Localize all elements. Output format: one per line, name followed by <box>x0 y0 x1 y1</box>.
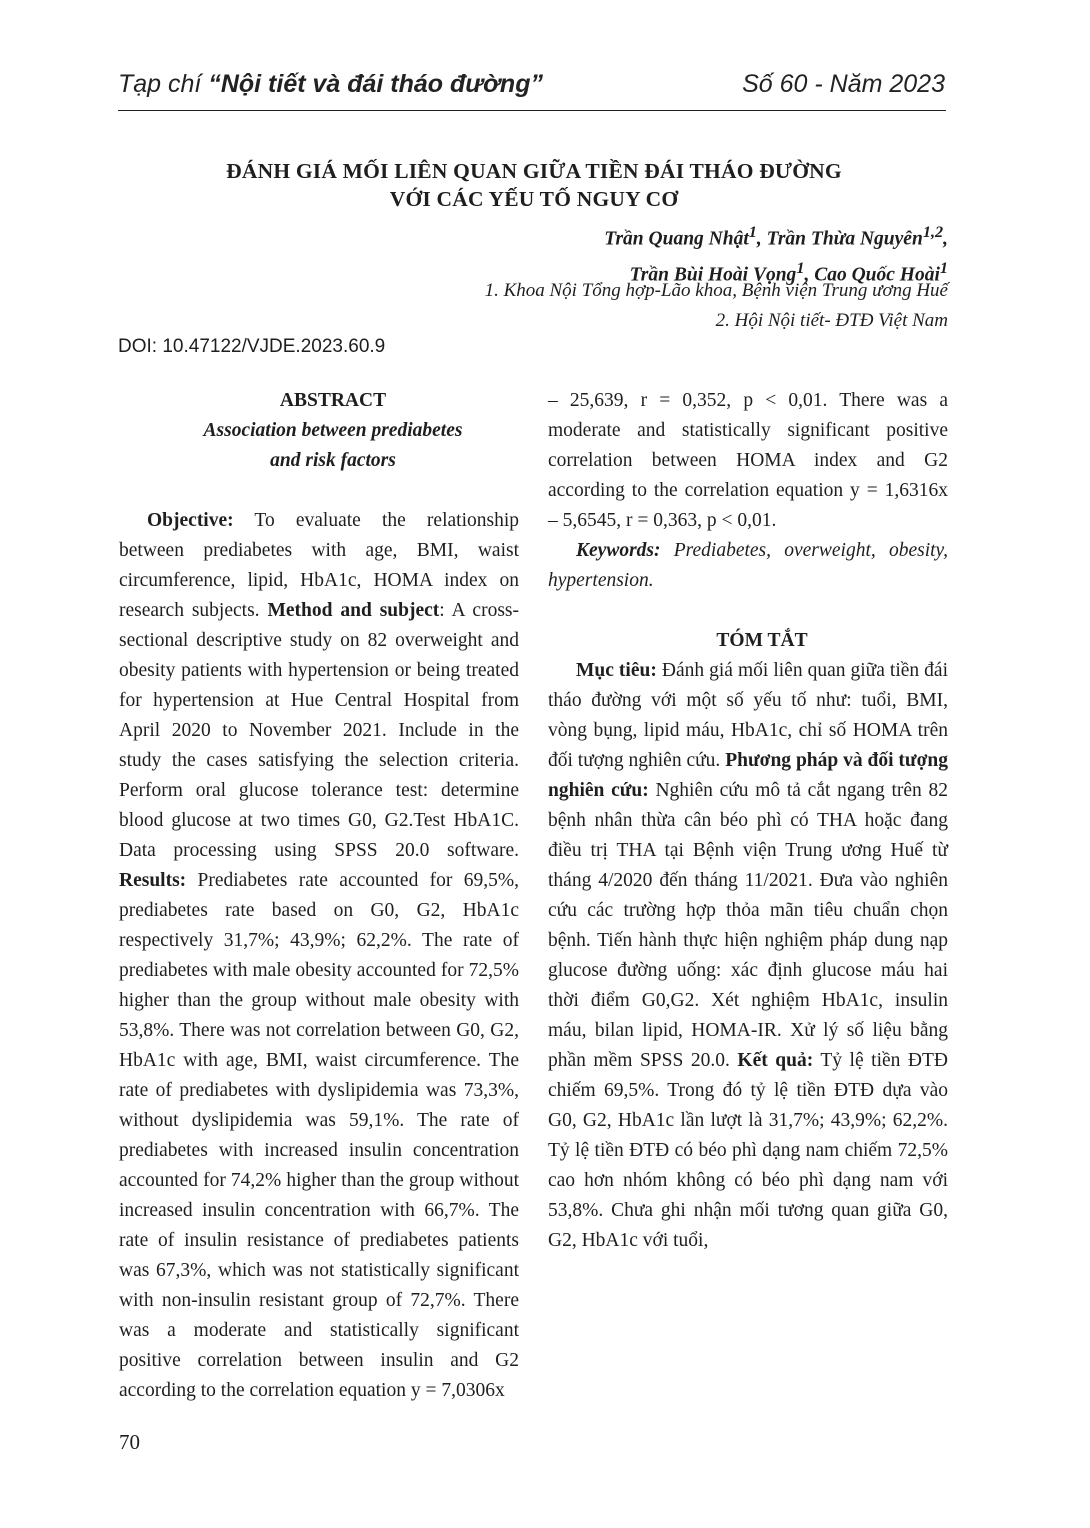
tomtat-heading: TÓM TẮT <box>716 630 808 651</box>
article-title-line1: ĐÁNH GIÁ MỐI LIÊN QUAN GIỮA TIỀN ĐÁI THÁO ĐƯỜNG <box>226 159 842 183</box>
right-column <box>548 386 948 1256</box>
page-number: 70 <box>119 1430 140 1454</box>
tomtat-body: Mục tiêu: Đánh giá mối liên quan giữa tiền đái tháo đường với một số yếu tố như: tuổi, BMI, vòng bụng, lipid máu, HbA1c, chỉ số HOMA trên đối tượng nghiên cứu. Phương pháp và đối tượng nghiên cứu: Nghiên cứu mô tả cắt ngang trên 82 bệnh nhân thừa cân béo phì có THA hoặc đang điều trị THA tại Bệnh viện Trung ương Huế từ tháng 4/2020 đến tháng 11/2021. Đưa vào nghiên cứu các trường hợp thỏa mãn tiêu chuẩn chọn bệnh. Tiến hành thực hiện nghiệm pháp dung nạp glucose đường uống: xác định glucose máu hai thời điểm G0,G2. Xét nghiệm HbA1c, insulin máu, bilan lipid, HOMA-IR. Xử lý số liệu bằng phần mềm SPSS 20.0. Kết quả: Tỷ lệ tiền ĐTĐ chiếm 69,5%. Trong đó tỷ lệ tiền ĐTĐ dựa vào G0, G2, HbA1c lần lượt là 31,7%; 43,9%; 62,2%. Tỷ lệ tiền ĐTĐ có béo phì dạng nam chiếm 72,5% cao hơn nhóm không có béo phì dạng nam với 53,8%. Chưa ghi nhận mối tương quan giữa G0, G2, HbA1c với tuổi, <box>548 660 949 1251</box>
affiliation-1: 1. Khoa Nội Tổng hợp-Lão khoa, Bệnh viện Trung ương Huế <box>484 280 948 301</box>
journal-name: “Nội tiết và đái tháo đường” <box>208 70 543 98</box>
affiliation-2: 2. Hội Nội tiết- ĐTĐ Việt Nam <box>715 310 948 331</box>
issue-number: Số 60 - Năm 2023 <box>742 70 945 98</box>
header-rule <box>118 110 946 111</box>
abstract-subtitle-line1: Association between prediabetes <box>203 420 463 441</box>
abstract-body-continued: – 25,639, r = 0,352, p < 0,01. There was a moderate and statistically significant positive correlation between HOMA index and G2 according to the correlation equation y = 1,6316x – 5,6545, r = 0,363, p < 0,01. <box>548 390 948 531</box>
journal-title: Tạp chí “Nội tiết và đái tháo đường” <box>118 70 543 98</box>
abstract-heading: ABSTRACT <box>279 390 387 411</box>
abstract-column <box>119 386 519 1406</box>
author-line2: Trần Bùi Hoài Vọng$^1$, Cao Quốc Hoài$^1$ <box>629 258 948 285</box>
abstract-keywords: Keywords: Prediabetes, overweight, obesity, hypertension. <box>548 540 948 591</box>
abstract-subtitle-line2: and risk factors <box>270 450 396 471</box>
affiliations <box>485 276 948 336</box>
author-line1: Trần Quang Nhật$^1$, Trần Thừa Nguyên$^{1,2}$, <box>604 223 948 250</box>
article-title-line2: VỚI CÁC YẾU TỐ NGUY CƠ <box>389 187 679 211</box>
abstract-body: Objective: To evaluate the relationship between prediabetes with age, BMI, waist circumference, lipid, HbA1c, HOMA index on research subjects. Method and subject: A cross-sectional descriptive study on 82 overweight and obesity patients with hypertension or being treated for hypertension at Hue Central Hospital from April 2020 to November 2021. Include in the study the cases satisfying the selection criteria. Perform oral glucose tolerance test: determine blood glucose at two times G0, G2.Test HbA1C. Data processing using SPSS 20.0 software. Results: Prediabetes rate accounted for 69,5%, prediabetes rate based on G0, G2, HbA1c respectively 31,7%; 43,9%; 62,2%. The rate of prediabetes with male obesity accounted for 72,5% higher than the group without male obesity with 53,8%. There was not correlation between G0, G2, HbA1c with age, BMI, waist circumference. The rate of prediabetes with dyslipidemia was 73,3%, without dyslipidemia was 59,1%. The rate of prediabetes with increased insulin concentration accounted for 74,2% higher than the group without increased insulin concentration with 66,7%. The rate of insulin resistance of prediabetes patients was 67,3%, which was not statistically significant with non-insulin resistant group of 72,7%. There was a moderate and statistically significant positive correlation between insulin and G2 according to the correlation equation y = 7,0306x <box>119 510 519 1401</box>
article-title <box>118 157 950 213</box>
doi-link[interactable]: DOI: 10.47122/VJDE.2023.60.9 <box>118 336 386 357</box>
